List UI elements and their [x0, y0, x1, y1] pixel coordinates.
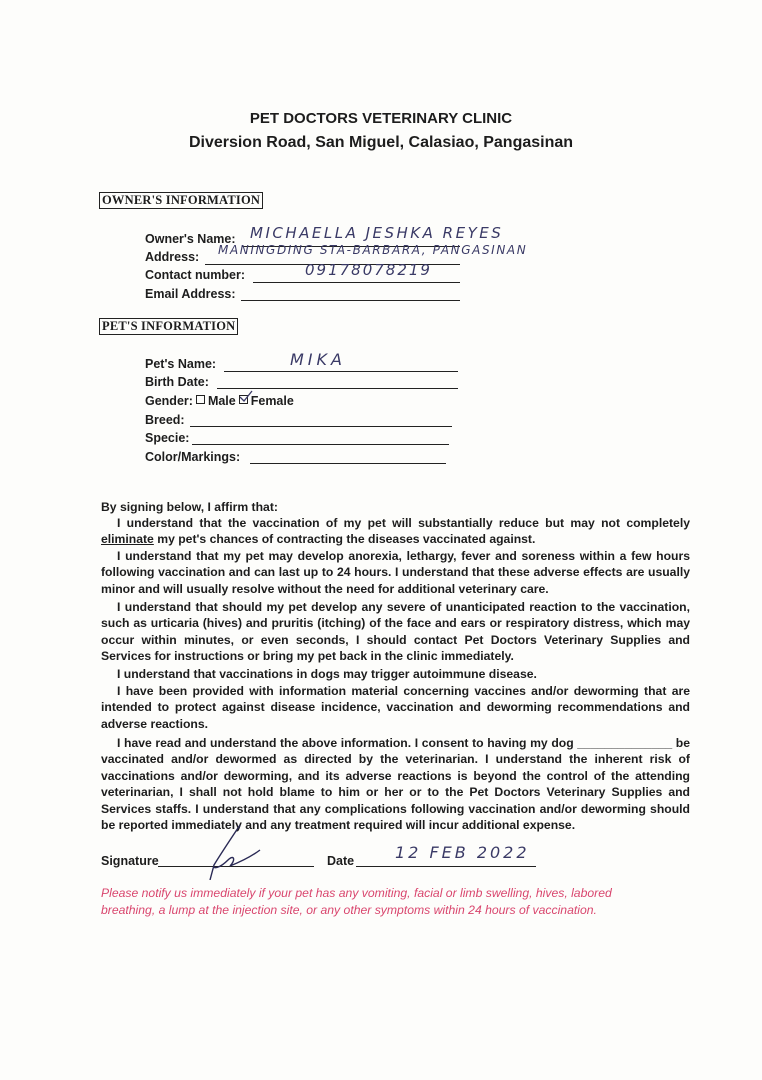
pet-name-line[interactable] — [224, 371, 458, 372]
email-label: Email Address: — [145, 287, 236, 301]
contact-label: Contact number: — [145, 268, 245, 282]
clinic-address: Diversion Road, San Miguel, Calasiao, Pangasinan — [188, 134, 574, 151]
date-value: 12 FEB 2022 — [395, 843, 530, 862]
specie-label: Specie: — [145, 431, 190, 445]
color-markings-label: Color/Markings: — [145, 450, 241, 464]
consent-paragraph-6: I have read and understand the above information. I consent to having my dog ______________ be vaccinated and/or dewormed as directed by the veterinarian. I understand the inherent risk of vaccinations and/or deworming, and its adverse reactions is beyond the control of the attending veterinarian, I shall not hold blame to him or her or to the Pet Doctors Veterinary Supplies and Services staffs. I understand that any complications following vaccination and/or deworming should be reported immediately and any treatment required will incur additional expense. — [101, 736, 690, 833]
consent-paragraph-3: I understand that should my pet develop any severe of unanticipated reaction to the vaccination, such as urticaria (hives) and pruritis (itching) of the face and ears or respiratory distress, which may occur within minutes, or even seconds, I should contact Pet Doctors Veterinary Supplies and Services for instructions or bring my pet back in the clinic immediately. — [101, 600, 690, 664]
consent-paragraph-5: I have been provided with information material concerning vaccines and/or deworming that are intended to protect against disease incidence, vaccination and deworming recommendations and adverse reactions. — [101, 684, 690, 731]
date-label: Date — [327, 854, 355, 868]
consent-paragraph-4: I understand that vaccinations in dogs may trigger autoimmune disease. — [117, 667, 537, 681]
signature-label: Signature — [101, 854, 159, 868]
owner-section-title: OWNER'S INFORMATION — [99, 192, 263, 209]
owner-name-value: MICHAELLA JESHKA REYES — [250, 224, 504, 242]
female-checkbox[interactable] — [239, 395, 248, 404]
gender-label: Gender: — [145, 394, 193, 408]
contact-value: 09178078219 — [305, 261, 432, 279]
address-value: MANINGDING STA-BARBARA, PANGASINAN — [218, 243, 528, 257]
breed-line[interactable] — [190, 426, 452, 427]
clinic-name: PET DOCTORS VETERINARY CLINIC — [249, 110, 513, 127]
specie-line[interactable] — [192, 444, 449, 445]
date-line[interactable] — [356, 866, 536, 867]
gender-row — [145, 393, 294, 409]
email-line[interactable] — [241, 300, 460, 301]
pet-name-label: Pet's Name: — [145, 357, 217, 371]
vaccination-notice: Please notify us immediately if your pet has any vomiting, facial or limb swelling, hives, labored breathing, a lump at the injection site, or any other symptoms within 24 hours of vaccination. — [101, 886, 612, 917]
birth-date-label: Birth Date: — [145, 375, 209, 389]
eliminate-underlined: eliminate — [101, 532, 154, 547]
gender-male-label: Male — [207, 394, 236, 408]
pet-name-value: MIKA — [290, 350, 346, 369]
check-mark-icon — [239, 390, 253, 404]
address-label: Address: — [145, 250, 200, 264]
owner-name-label: Owner's Name: — [145, 232, 236, 246]
male-checkbox[interactable] — [196, 395, 205, 404]
birth-date-line[interactable] — [217, 388, 458, 389]
consent-paragraph-2: I understand that my pet may develop anorexia, lethargy, fever and soreness within a few hours following vaccination and can last up to 24 hours. I understand that these adverse effects are usually minor and will usually resolve without the need for additional veterinary care. — [101, 549, 690, 596]
color-markings-line[interactable] — [250, 463, 446, 464]
contact-line[interactable] — [253, 282, 460, 283]
pet-section-title: PET'S INFORMATION — [99, 318, 238, 335]
consent-paragraph-1: I understand that the vaccination of my pet will substantially reduce but may not completely eliminate my pet's chances of contracting the diseases vaccinated against. — [101, 516, 690, 547]
consent-intro: By signing below, I affirm that: — [101, 500, 278, 514]
gender-female-label: Female — [250, 394, 294, 408]
signature-scribble — [200, 820, 290, 880]
breed-label: Breed: — [145, 413, 185, 427]
